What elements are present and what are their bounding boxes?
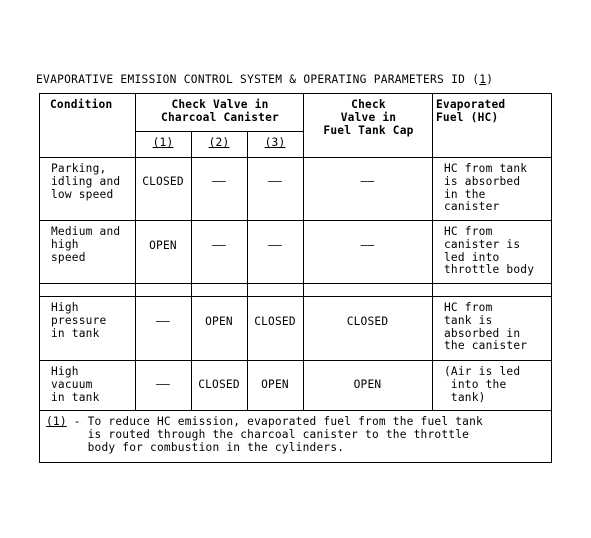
row-1-valve-3: —— bbox=[268, 175, 282, 188]
row-1-condition: Parking, idling and low speed bbox=[51, 162, 121, 201]
title-close: ) bbox=[486, 73, 494, 86]
row-2-valve-1: OPEN bbox=[149, 239, 177, 252]
row-2-fuel: HC from canister is led into throttle body bbox=[444, 225, 535, 277]
header-condition: Condition bbox=[50, 98, 113, 111]
row-3-fuel: HC from tank is absorbed in the canister bbox=[444, 301, 528, 353]
row-1-valve-2: —— bbox=[212, 175, 226, 188]
row-2-valve-3: —— bbox=[268, 239, 282, 252]
row-4-cap: OPEN bbox=[353, 378, 382, 391]
title-text: EVAPORATIVE EMISSION CONTROL SYSTEM & OPERATING PARAMETERS ID ( bbox=[36, 73, 480, 86]
row-3-valve-3: CLOSED bbox=[254, 315, 296, 328]
row-1-fuel: HC from tank is absorbed in the canister bbox=[444, 162, 528, 214]
footnote-ref: (1) bbox=[46, 415, 67, 428]
row-4-valve-1: —— bbox=[156, 378, 170, 391]
title-ref-number: 1 bbox=[479, 73, 487, 86]
row-2-valve-2: —— bbox=[212, 239, 226, 252]
row-2-condition: Medium and high speed bbox=[51, 225, 121, 264]
row-4-condition: High vacuum in tank bbox=[51, 365, 100, 404]
header-evaporated-fuel: Evaporated Fuel (HC) bbox=[436, 98, 506, 124]
header-valve-2: (2) bbox=[208, 136, 230, 149]
row-1-cap: —— bbox=[360, 175, 375, 188]
row-4-valve-2: CLOSED bbox=[198, 378, 240, 391]
row-4-valve-3: OPEN bbox=[261, 378, 289, 391]
row-1-valve-1: CLOSED bbox=[142, 175, 184, 188]
row-3-condition: High pressure in tank bbox=[51, 301, 107, 340]
row-3-valve-2: OPEN bbox=[205, 315, 233, 328]
row-2-cap: —— bbox=[360, 239, 375, 252]
footnote-text: - To reduce HC emission, evaporated fuel from the fuel tank is routed through the charcoal canister to the throttle body for combustion in the cylinders. bbox=[73, 415, 483, 454]
footnote bbox=[46, 416, 483, 454]
header-check-valve-canister: Check Valve in Charcoal Canister bbox=[161, 98, 279, 124]
row-4-fuel: (Air is led into the tank) bbox=[444, 365, 521, 404]
row-3-valve-1: —— bbox=[156, 315, 170, 328]
parameters-table bbox=[39, 93, 552, 463]
row-3-cap: CLOSED bbox=[346, 315, 389, 328]
header-check-valve-cap: Check Valve in Fuel Tank Cap bbox=[323, 98, 414, 137]
header-valve-3: (3) bbox=[264, 136, 286, 149]
header-valve-1: (1) bbox=[152, 136, 174, 149]
document-title bbox=[36, 73, 561, 86]
